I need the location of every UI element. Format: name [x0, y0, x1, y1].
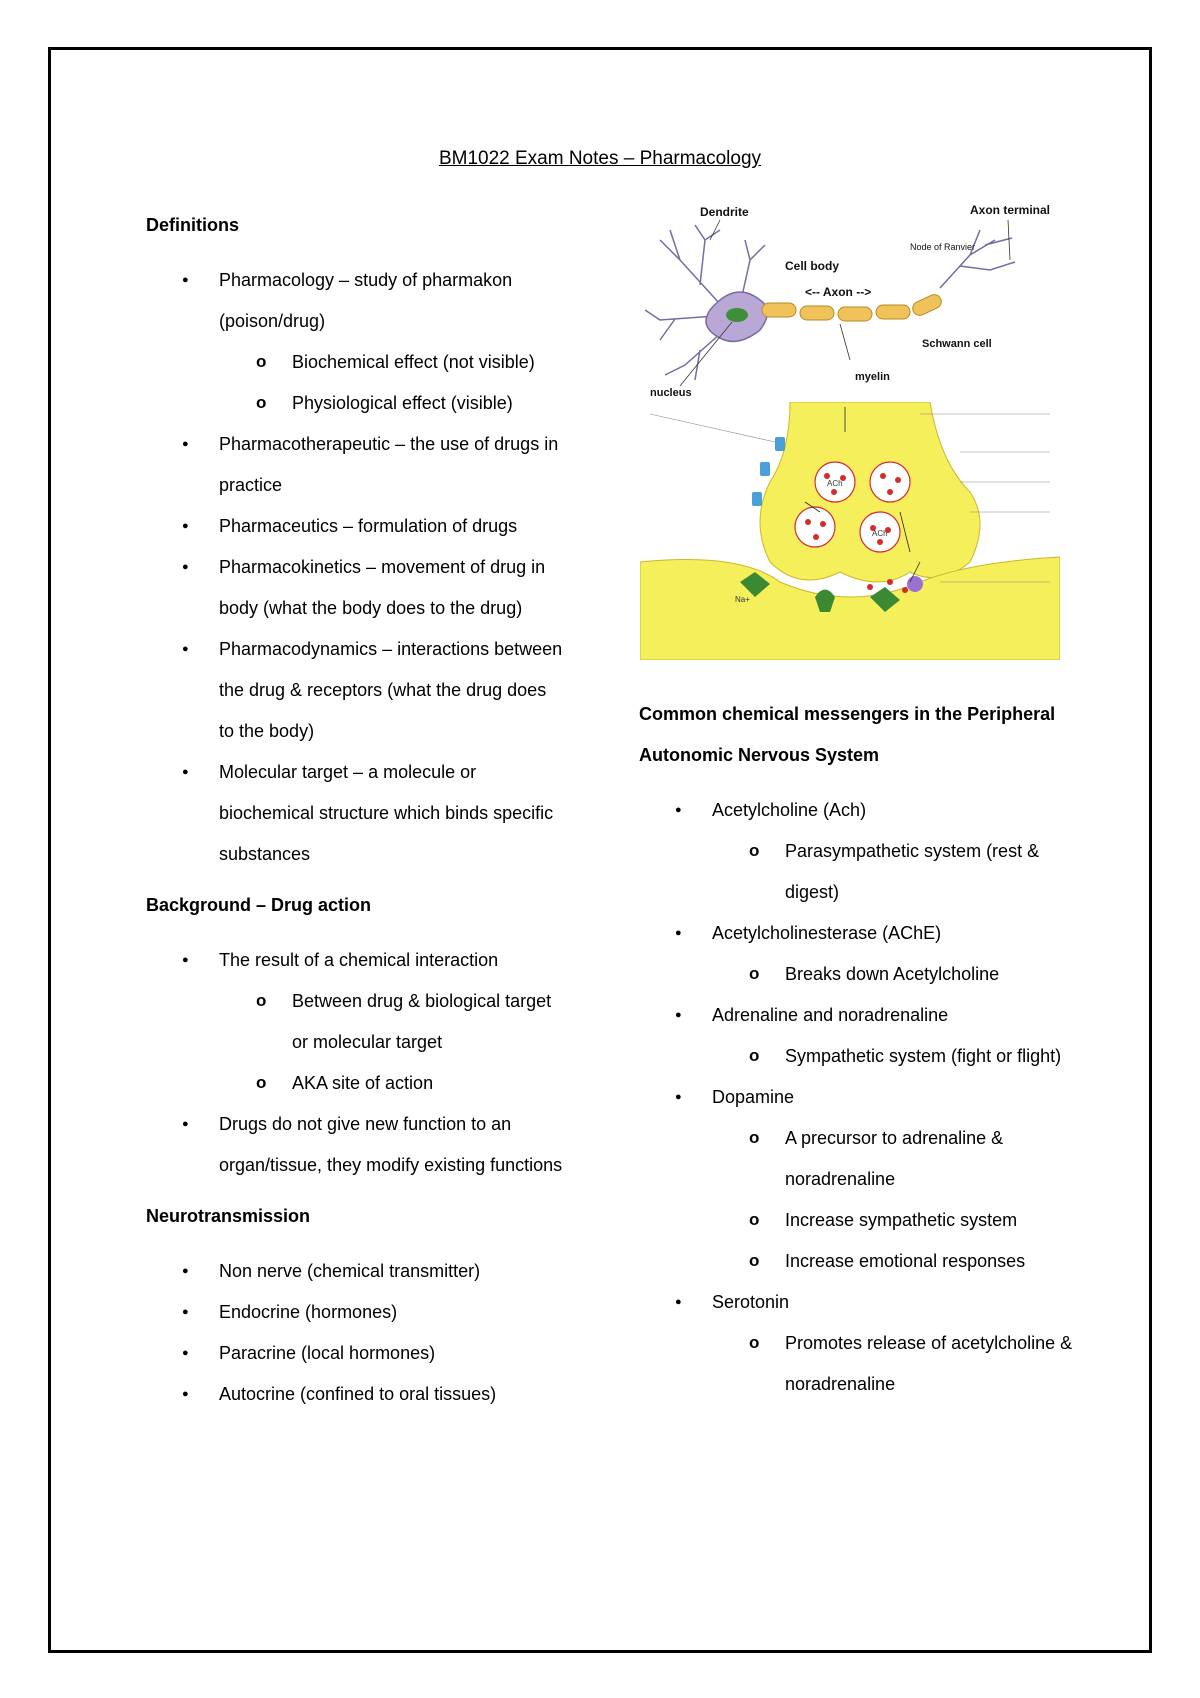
label-cell-body: Cell body	[785, 259, 840, 273]
label-na: Na+	[735, 595, 750, 604]
definitions-heading: Definitions	[146, 215, 239, 235]
list-item: ● Dopamine	[639, 1077, 1079, 1118]
sub-list-item: o Between drug & biological target or molecular target	[146, 981, 566, 1063]
definitions-list	[146, 260, 566, 875]
sub-list-item: o Physiological effect (visible)	[146, 383, 566, 424]
list-item: ● Autocrine (confined to oral tissues)	[146, 1374, 566, 1415]
list-item: ● Paracrine (local hormones)	[146, 1333, 566, 1374]
list-item: ● Endocrine (hormones)	[146, 1292, 566, 1333]
neurotransmission-list	[146, 1251, 566, 1415]
list-item: ● Adrenaline and noradrenaline	[639, 995, 1079, 1036]
messengers-heading: Common chemical messengers in the Peripheral Autonomic Nervous System	[639, 704, 1056, 765]
messengers-list	[639, 790, 1079, 1405]
cholinesterase-enzyme	[907, 576, 923, 592]
list-item: ● Non nerve (chemical transmitter)	[146, 1251, 566, 1292]
label-node: Node of Ranvier	[910, 242, 976, 252]
sub-list-item: o A precursor to adrenaline & noradrenaline	[639, 1118, 1079, 1200]
label-schwann: Schwann cell	[922, 338, 992, 350]
synapse-diagram	[640, 402, 1060, 660]
list-item: ● Drugs do not give new function to an organ/tissue, they modify existing functions	[146, 1104, 566, 1186]
page-title: BM1022 Exam Notes – Pharmacology	[438, 148, 762, 169]
list-item: ● Pharmacokinetics – movement of drug in body (what the body does to the drug)	[146, 547, 566, 629]
sub-list-item: o Biochemical effect (not visible)	[146, 342, 566, 383]
nucleus-shape	[726, 308, 748, 322]
label-dendrite: Dendrite	[700, 205, 749, 219]
left-column	[146, 205, 566, 1415]
label-ach-2: ACh	[872, 529, 888, 538]
sub-list-item: o Promotes release of acetylcholine & noradrenaline	[639, 1323, 1079, 1405]
axon-terminal-branches	[940, 230, 1015, 288]
list-item: ● The result of a chemical interaction	[146, 940, 566, 981]
label-axon: <-- Axon -->	[805, 285, 872, 299]
label-ach: ACh	[827, 479, 843, 488]
neurotransmission-heading: Neurotransmission	[146, 1206, 311, 1226]
background-heading: Background – Drug action	[146, 895, 372, 915]
label-axon-terminal: Axon terminal	[970, 203, 1051, 217]
list-item: ● Acetylcholine (Ach)	[639, 790, 1079, 831]
sub-list-item: o Increase emotional responses	[639, 1241, 1079, 1282]
list-item: ● Pharmaceutics – formulation of drugs	[146, 506, 566, 547]
sub-list-item: o AKA site of action	[146, 1063, 566, 1104]
list-item: ● Pharmacology – study of pharmakon (poison/drug)	[146, 260, 566, 342]
list-item: ● Acetylcholinesterase (AChE)	[639, 913, 1079, 954]
label-nucleus: nucleus	[650, 387, 692, 398]
sub-list-item: o Increase sympathetic system	[639, 1200, 1079, 1241]
list-item: ● Pharmacotherapeutic – the use of drugs in practice	[146, 424, 566, 506]
sub-list-item: o Sympathetic system (fight or flight)	[639, 1036, 1079, 1077]
list-item: ● Pharmacodynamics – interactions between the drug & receptors (what the drug does to the body)	[146, 629, 566, 752]
right-column	[639, 694, 1079, 1405]
background-list	[146, 940, 566, 1186]
label-myelin: myelin	[855, 371, 890, 383]
sub-list-item: o Parasympathetic system (rest & digest)	[639, 831, 1079, 913]
list-item: ● Molecular target – a molecule or biochemical structure which binds specific substances	[146, 752, 566, 875]
sub-list-item: o Breaks down Acetylcholine	[639, 954, 1079, 995]
list-item: ● Serotonin	[639, 1282, 1079, 1323]
neuron-diagram	[640, 200, 1060, 398]
